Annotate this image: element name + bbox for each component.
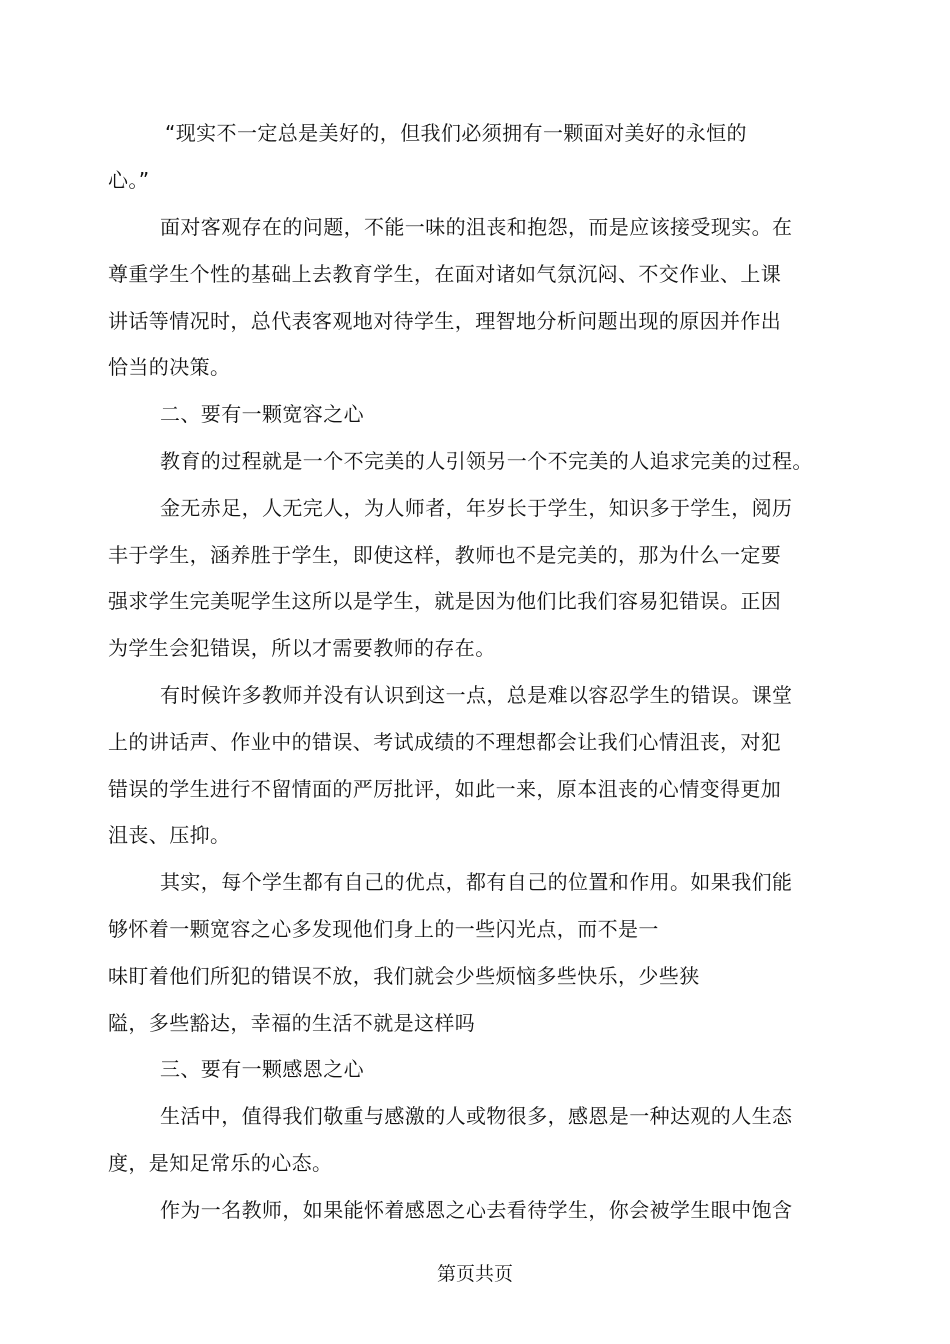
body-line: 上的讲话声、作业中的错误、考试成绩的不理想都会让我们心情沮丧，对犯 <box>108 730 782 754</box>
page-footer: 第页共页 <box>436 1263 513 1285</box>
body-line: 味盯着他们所犯的错误不放，我们就会少些烦恼多些快乐，少些狭 <box>108 964 700 988</box>
body-line: 金无赤足，人无完人，为人师者，年岁长于学生，知识多于学生，阅历 <box>160 496 793 520</box>
body-line: 其实，每个学生都有自己的优点，都有自己的位置和作用。如果我们能 <box>160 870 793 894</box>
body-line: 讲话等情况时，总代表客观地对待学生，理智地分析问题出现的原因并作出 <box>108 309 782 333</box>
body-line: 心。” <box>108 168 150 192</box>
body-line: 够怀着一颗宽容之心多发现他们身上的一些闪光点，而不是一 <box>108 917 659 941</box>
body-line: “现实不一定总是美好的，但我们必须拥有一颗面对美好的永恒的 <box>165 121 747 145</box>
body-line: 有时候许多教师并没有认识到这一点，总是难以容忍学生的错误。课堂 <box>160 683 793 707</box>
body-line: 沮丧、压抑。 <box>108 823 231 847</box>
body-line: 为学生会犯错误，所以才需要教师的存在。 <box>108 636 496 660</box>
section-heading: 二、要有一颗宽容之心 <box>160 402 364 426</box>
body-line: 面对客观存在的问题，不能一味的沮丧和抱怨，而是应该接受现实。在 <box>160 215 793 239</box>
body-line: 生活中，值得我们敬重与感激的人或物很多，感恩是一种达观的人生态 <box>160 1104 793 1128</box>
body-line: 错误的学生进行不留情面的严厉批评，如此一来，原本沮丧的心情变得更加 <box>108 777 782 801</box>
body-line: 强求学生完美呢学生这所以是学生，就是因为他们比我们容易犯错误。正因 <box>108 589 782 613</box>
section-heading: 三、要有一颗感恩之心 <box>160 1057 364 1081</box>
body-line: 丰于学生，涵养胜于学生，即使这样，教师也不是完美的，那为什么一定要 <box>108 543 782 567</box>
body-line: 度，是知足常乐的心态。 <box>108 1151 333 1175</box>
body-line: 恰当的决策。 <box>108 355 231 379</box>
body-line: 作为一名教师，如果能怀着感恩之心去看待学生，你会被学生眼中饱含 <box>160 1198 793 1222</box>
body-line: 教育的过程就是一个不完美的人引领另一个不完美的人追求完美的过程。 <box>160 449 813 473</box>
body-line: 尊重学生个性的基础上去教育学生，在面对诸如气氛沉闷、不交作业、上课 <box>108 262 782 286</box>
body-line: 隘，多些豁达，幸福的生活不就是这样吗 <box>108 1011 476 1035</box>
